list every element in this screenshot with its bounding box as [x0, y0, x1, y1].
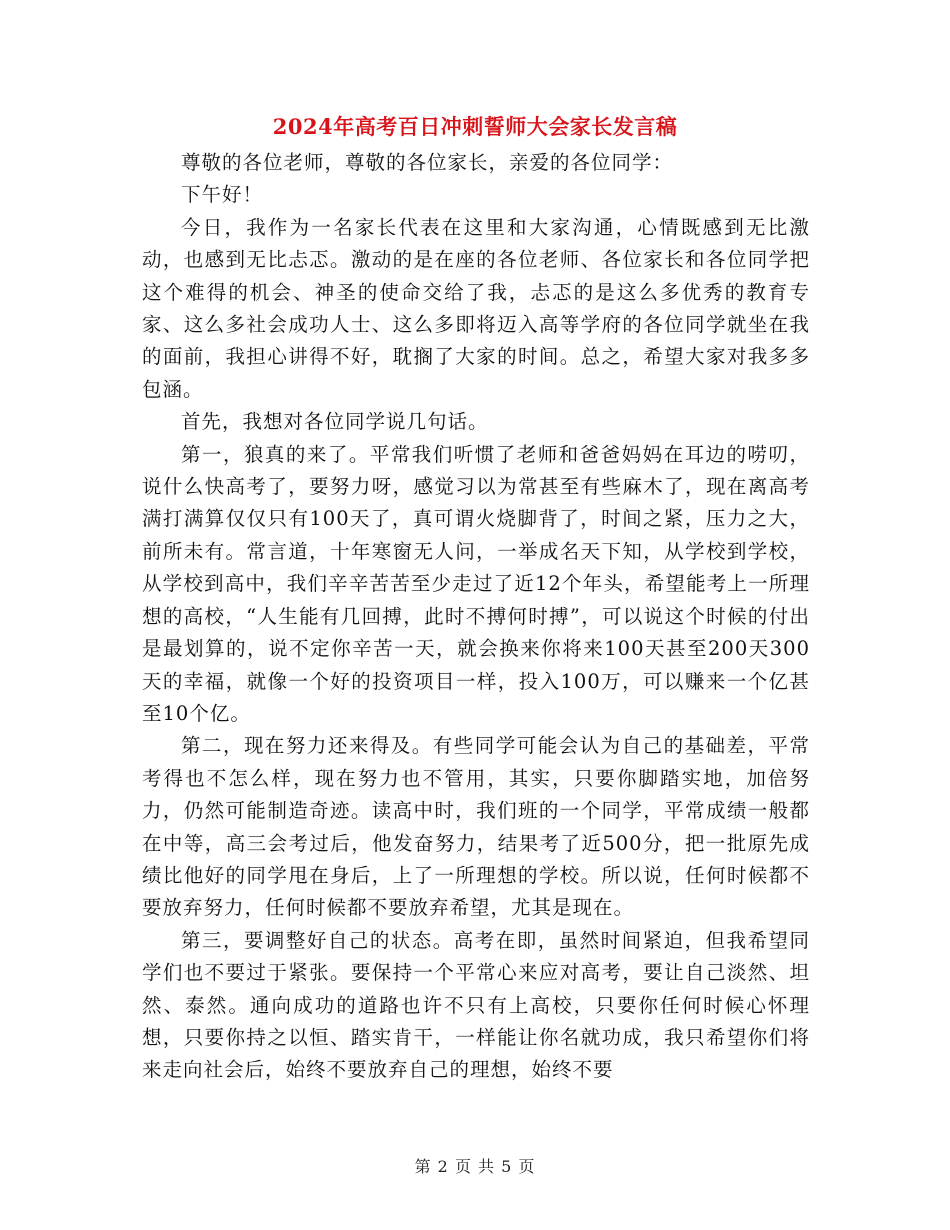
paragraph-point-two: 第二，现在努力还来得及。有些同学可能会认为自己的基础差，平常考得也不怎么样，现在努力也不管用，其实，只要你脚踏实地，加倍努力，仍然可能制造奇迹。读高中时，我们班的一个同学，平常成绩一般都在中等，高三会考过后，他发奋努力，结果考了近500分，把一批原先成绩比他好的同学甩在身后，上了一所理想的学校。所以说，任何时候都不要放弃努力，任何时候都不要放弃希望，尤其是现在。 — [142, 734, 810, 920]
greeting: 下午好！ — [181, 183, 264, 207]
page-number: 第 2 页 共 5 页 — [414, 1157, 536, 1176]
paragraph-intro: 今日，我作为一名家长代表在这里和大家沟通，心情既感到无比激动，也感到无比忐忑。激动的是在座的各位老师、各位家长和各位同学把这个难得的机会、神圣的使命交给了我，忐忑的是这么多优秀的教育专家、这么多社会成功人士、这么多即将迈入高等学府的各位同学就坐在我的面前，我担心讲得不好，耽搁了大家的时间。总之，希望大家对我多多包涵。 — [142, 215, 810, 401]
document-title: 2024年高考百日冲刺誓师大会家长发言稿 — [272, 114, 678, 139]
paragraph-point-three: 第三，要调整好自己的状态。高考在即，虽然时间紧迫，但我希望同学们也不要过于紧张。要保持一个平常心来应对高考，要让自己淡然、坦然、泰然。通向成功的道路也许不只有上高校，只要你任何时候心怀理想，只要你持之以恒、踏实肯干，一样能让你名就功成，我只希望你们将来走向社会后，始终不要放弃自己的理想，始终不要 — [142, 928, 810, 1082]
paragraph-transition: 首先，我想对各位同学说几句话。 — [181, 410, 489, 434]
salutation: 尊敬的各位老师，尊敬的各位家长，亲爱的各位同学： — [181, 151, 674, 174]
paragraph-point-one: 第一，狼真的来了。平常我们听惯了老师和爸爸妈妈在耳边的唠叨，说什么快高考了，要努力呀，感觉习以为常甚至有些麻木了，现在离高考满打满算仅仅只有100天了，真可谓火烧脚背了，时间之紧，压力之大，前所未有。常言道，十年寒窗无人问，一举成名天下知，从学校到学校，从学校到高中，我们辛辛苦苦至少走过了近12个年头，希望能考上一所理想的高校，“人生能有几回搏，此时不搏何时搏”，可以说这个时候的付出是最划算的，说不定你辛苦一天，就会换来你将来100天甚至200天300天的幸福，就像一个好的投资项目一样，投入100万，可以赚来一个亿甚至10个亿。 — [142, 442, 810, 725]
document-body — [142, 147, 810, 1087]
